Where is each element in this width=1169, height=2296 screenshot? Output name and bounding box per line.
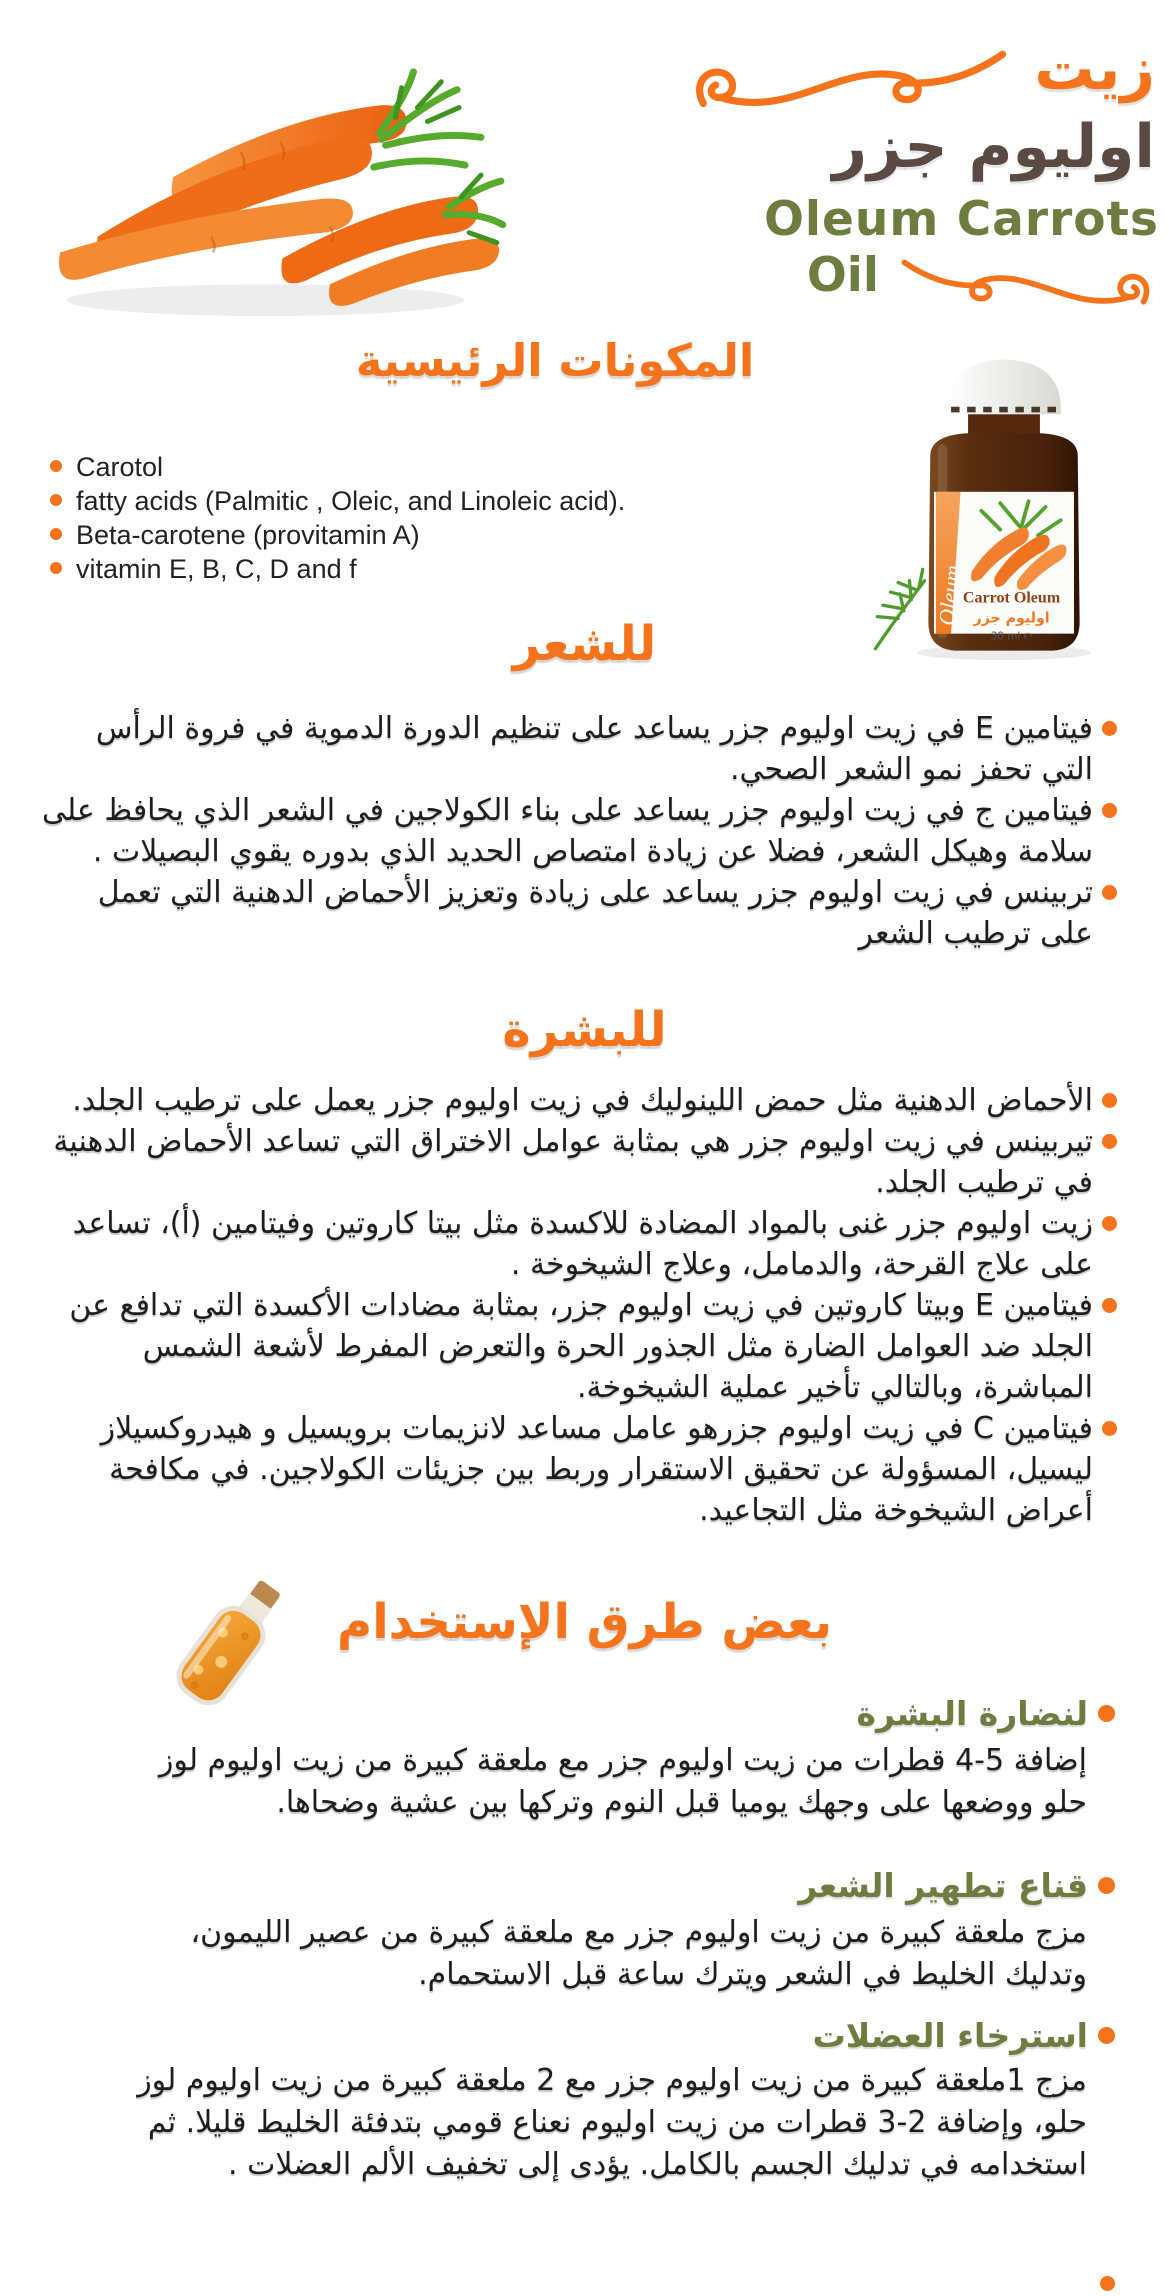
usage-subheading-muscle-relax [813, 2016, 1115, 2055]
title-arabic-oleum-carrot: اوليوم جزر [832, 112, 1155, 182]
list-item [40, 1203, 1117, 1285]
orange-dot [50, 528, 62, 540]
ingredient-text: fatty acids (Palmitic , Oleic, and Linoleic acid). [76, 486, 626, 516]
orange-dot [1098, 1705, 1115, 1722]
bottle-label-title: Carrot Oleum [962, 589, 1061, 607]
bottle-cap [947, 359, 1060, 414]
list-item-text: الأحماض الدهنية مثل حمض اللينوليك في زيت اوليوم جزر يعمل على ترطيب الجلد. [72, 1083, 1093, 1118]
orange-dot [1102, 885, 1117, 900]
list-item [40, 1285, 1117, 1408]
bottle-label-volume: 30 ml ℮ [990, 630, 1033, 643]
skin-benefits-list [40, 1080, 1117, 1531]
list-item [40, 1408, 1117, 1531]
list-item-text: فيتامين E في زيت اوليوم جزر يساعد على تنظيم الدورة الدموية في فروة الرأس التي تحفز نمو الشعر الصحي. [95, 711, 1093, 787]
title-arabic-oil: زيت [1034, 34, 1155, 104]
list-item [40, 872, 1117, 954]
bottle-vertical-brand: Oleum [934, 563, 966, 627]
orange-dot [1102, 721, 1117, 736]
list-item-text: زيت اوليوم جزر غنى بالمواد المضادة للاكسدة مثل بيتا كاروتين وفيتامين (أ)، تساعد على علاج القرحة، والدمامل، وعلاج الشيخوخة . [72, 1206, 1093, 1282]
bottle-label-title-ar: اوليوم جزر [973, 610, 1050, 627]
ingredient-item [50, 518, 850, 552]
usage-heading: بعض طرق الإستخدام [337, 1594, 832, 1650]
usage-subheading-hair-mask [798, 1866, 1115, 1905]
subheading-text: قناع تطهير الشعر [798, 1866, 1088, 1905]
list-item-text: فيتامين E وبيتا كاروتين في زيت اوليوم جزر، بمثابة مضادات الأكسدة التي تدافع عن الجلد ضد العوامل الضارة مثل الجذور الحرة والتعرض المفرط لأشعة الشمس المباشرة، وبالتالي تأخير عملية الشيخوخة. [69, 1288, 1093, 1405]
orange-dot [1098, 1877, 1115, 1894]
list-item [40, 790, 1117, 872]
orange-dot [1102, 1216, 1117, 1231]
skin-heading: للبشرة [502, 1002, 667, 1058]
list-item-text: تربينس في زيت اوليوم جزر يساعد على زيادة وتعزيز الأحماض الدهنية التي تعمل على ترطيب الشعر [97, 875, 1093, 951]
hair-heading: للشعر [512, 616, 657, 672]
usage-body-skin-freshness: إضافة 5-4 قطرات من زيت اوليوم جزر مع ملعقة كبيرة من زيت اوليوم لوز حلو ووضعها على وجهك يوميا قبل النوم وتركها بين عشية وضحاها. [158, 1743, 1087, 1820]
orange-dot [50, 494, 62, 506]
ingredient-text: Beta-carotene (provitamin A) [76, 520, 420, 550]
orange-dot [1102, 803, 1117, 818]
ingredient-item [50, 552, 850, 586]
orange-dot [1102, 1134, 1117, 1149]
orange-dot [1102, 1421, 1117, 1436]
ingredient-item [50, 450, 850, 484]
orange-dot [1100, 2276, 1115, 2291]
list-item [40, 708, 1117, 790]
list-item-text: تيربينس في زيت اوليوم جزر هي بمثابة عوامل الاختراق التي تساعد الأحماض الدهنية في ترطيب الجلد. [53, 1124, 1093, 1200]
list-item [40, 1121, 1117, 1203]
subheading-text: لنضارة البشرة [856, 1694, 1088, 1733]
orange-dot [50, 460, 62, 472]
ingredients-list [50, 450, 850, 586]
carrots-photo [28, 48, 513, 326]
ingredient-text: vitamin E, B, C, D and f [76, 554, 357, 584]
orange-dot [50, 562, 62, 574]
title-english-line1: Oleum Carrots [763, 192, 1159, 247]
usage-subheading-skin-freshness [857, 1694, 1116, 1733]
orange-dot [1098, 2027, 1115, 2044]
list-item-text: فيتامين C في زيت اوليوم جزرهو عامل مساعد لانزيمات برويسيل و هيدروكسيلاز ليسيل، المسؤولة عن تحقيق الاستقرار وربط بين جزيئات الكولاجين. في مكافحة أعراض الشيخوخة مثل التجاعيد. [100, 1411, 1093, 1528]
subheading-text: استرخاء العضلات [812, 2016, 1088, 2055]
usage-body-muscle-relax: مزج 1ملعقة كبيرة من زيت اوليوم جزر مع 2 ملعقة كبيرة من زيت اوليوم لوز حلو، وإضافة 2-3 قطرات من زيت اوليوم نعناع قومي بتدفئة الخليط قليلا. ثم استخدامه في تدليك الجسم بالكامل. يؤدى إلى تخفيف الألم العضلات . [137, 2063, 1087, 2182]
ingredients-heading: المكونات الرئيسية [355, 334, 755, 387]
orange-dot [1102, 1298, 1117, 1313]
list-item-text: فيتامين ج في زيت اوليوم جزر يساعد على بناء الكولاجين في الشعر الذي يحافظ على سلامة وهيكل الشعر، فضلا عن زيادة امتصاص الحديد الذي بدوره يقوي البصيلات . [41, 793, 1093, 869]
title-english-line2: Oil [806, 248, 879, 303]
hair-benefits-list [40, 708, 1117, 954]
usage-body-hair-mask: مزج ملعقة كبيرة من زيت اوليوم جزر مع ملعقة كبيرة من عصير الليمون، وتدليك الخليط في الشعر ويترك ساعة قبل الاستحمام. [190, 1915, 1087, 1992]
swirl-flourish-icon [893, 252, 1155, 322]
list-item [40, 1080, 1117, 1121]
ingredient-text: Carotol [76, 452, 164, 482]
ingredient-item [50, 484, 850, 518]
orange-dot [1102, 1093, 1117, 1108]
